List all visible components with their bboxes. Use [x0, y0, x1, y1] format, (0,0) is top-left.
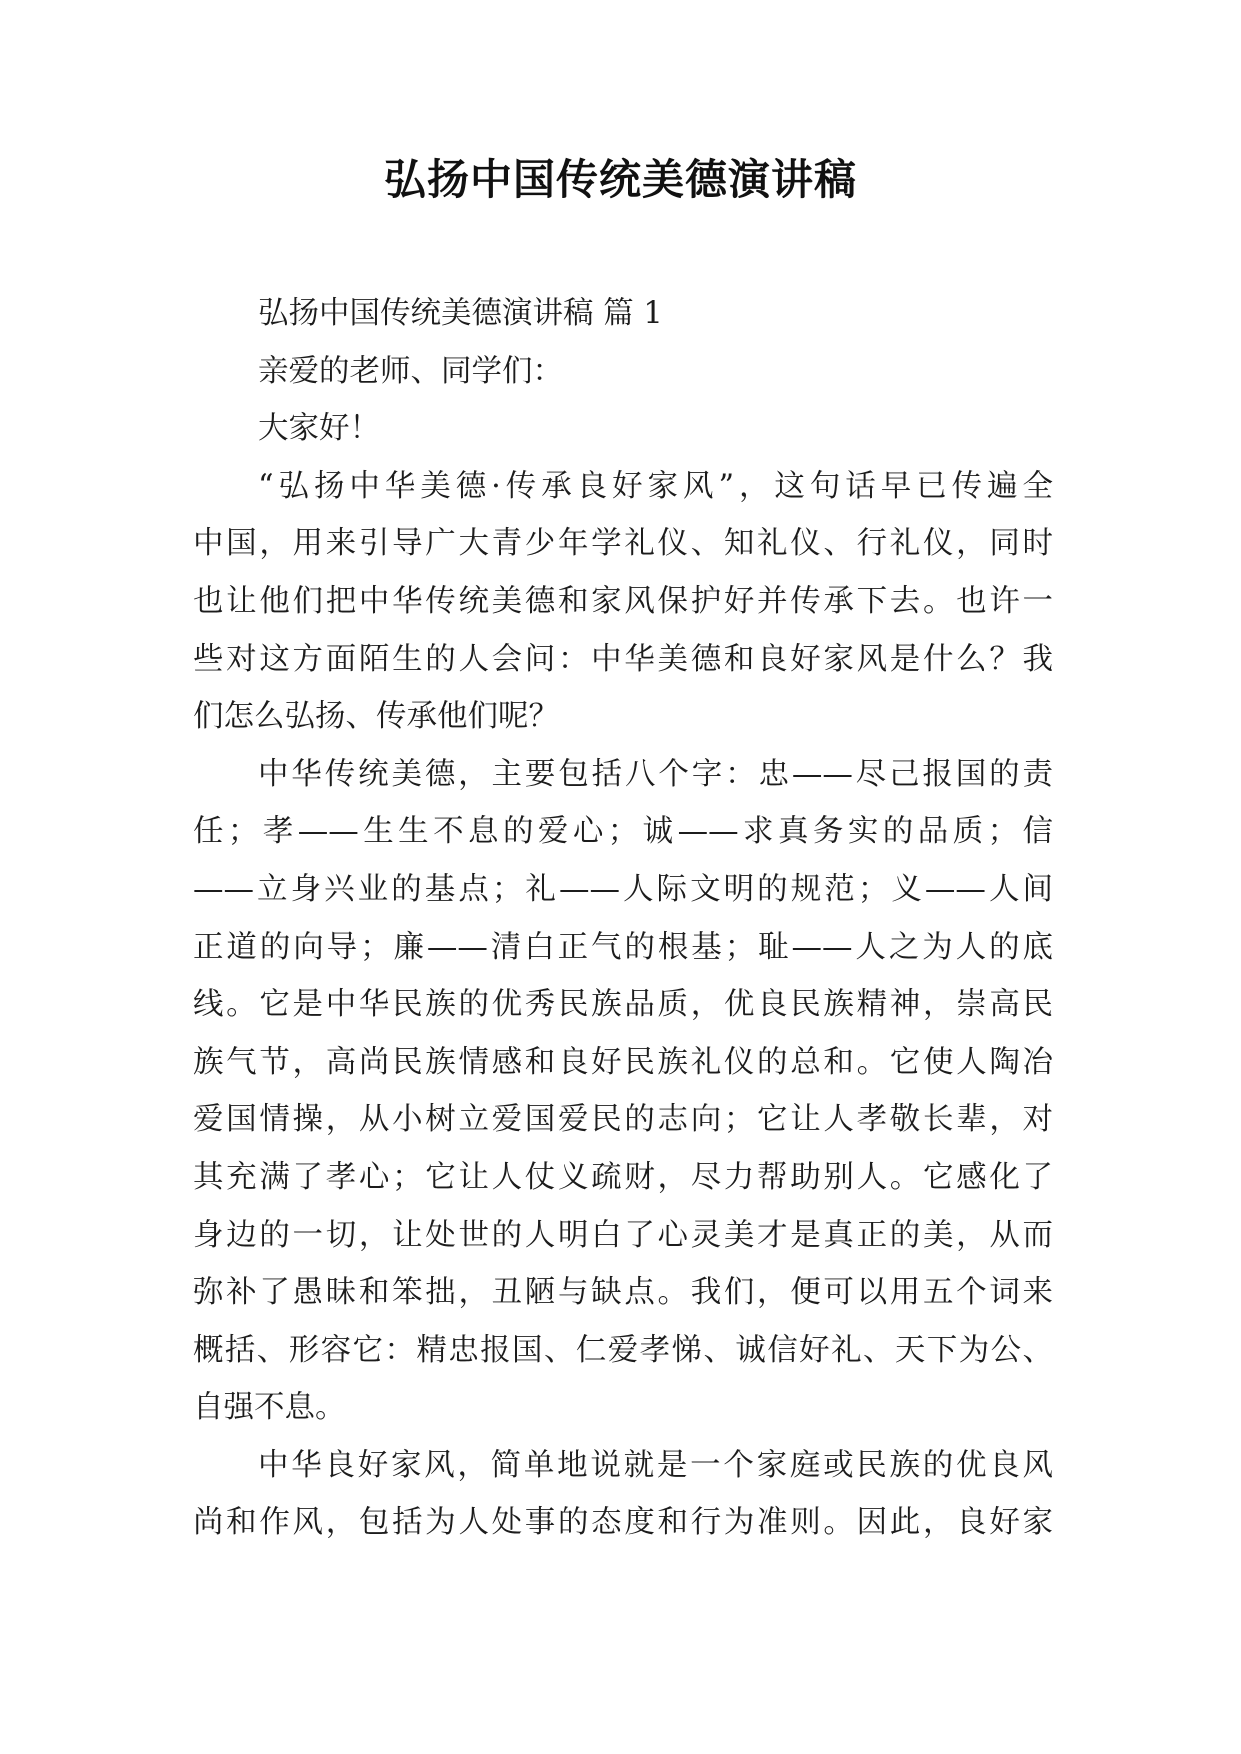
- paragraph-line: 中华良好家风，简单地说就是一个家庭或民族的优良风: [258, 1447, 1053, 1483]
- paragraph-line: 弥补了愚昧和笨拙，丑陋与缺点。我们，便可以用五个词来: [193, 1275, 1053, 1311]
- document-title: 弘扬中国传统美德演讲稿: [383, 155, 857, 204]
- paragraph-line: 族气节，高尚民族情感和良好民族礼仪的总和。它使人陶冶: [193, 1044, 1053, 1080]
- paragraph-line: 爱国情操，从小树立爱国爱民的志向；它让人孝敬长辈，对: [193, 1102, 1053, 1138]
- greeting: 大家好！: [258, 411, 380, 447]
- paragraph-line: 们怎么弘扬、传承他们呢？: [193, 699, 559, 735]
- paragraph-line: 身边的一切，让处世的人明白了心灵美才是真正的美，从而: [193, 1217, 1053, 1253]
- paragraph-line: 也让他们把中华传统美德和家风保护好并传承下去。也许一: [193, 583, 1053, 619]
- paragraph-line: 线。它是中华民族的优秀民族品质，优良民族精神，崇高民: [193, 987, 1053, 1023]
- salutation: 亲爱的老师、同学们：: [258, 353, 563, 389]
- paragraph-line: 尚和作风，包括为人处事的态度和行为准则。因此，良好家: [193, 1505, 1053, 1541]
- paragraph-line: 些对这方面陌生的人会问：中华美德和良好家风是什么？我: [193, 641, 1053, 677]
- paragraph-line: 中华传统美德，主要包括八个字：忠——尽己报国的责: [258, 756, 1053, 792]
- paragraph-line: ——立身兴业的基点；礼——人际文明的规范；义——人间: [193, 871, 1053, 907]
- paragraph-line: 其充满了孝心；它让人仗义疏财，尽力帮助别人。它感化了: [193, 1159, 1053, 1195]
- paragraph-line: 自强不息。: [193, 1390, 346, 1426]
- paragraph-line: “弘扬中华美德·传承良好家风”，这句话早已传遍全: [258, 468, 1053, 504]
- paragraph-line: 正道的向导；廉——清白正气的根基；耻——人之为人的底: [193, 929, 1053, 965]
- paragraph-line: 任；孝——生生不息的爱心；诚——求真务实的品质；信: [193, 814, 1053, 850]
- document-body: [193, 285, 1053, 1552]
- paragraph-line: 中国，用来引导广大青少年学礼仪、知礼仪、行礼仪，同时: [193, 526, 1053, 562]
- paragraph-line: 概括、形容它：精忠报国、仁爱孝悌、诚信好礼、天下为公、: [193, 1332, 1053, 1368]
- section-heading: 弘扬中国传统美德演讲稿 篇 1: [258, 296, 663, 331]
